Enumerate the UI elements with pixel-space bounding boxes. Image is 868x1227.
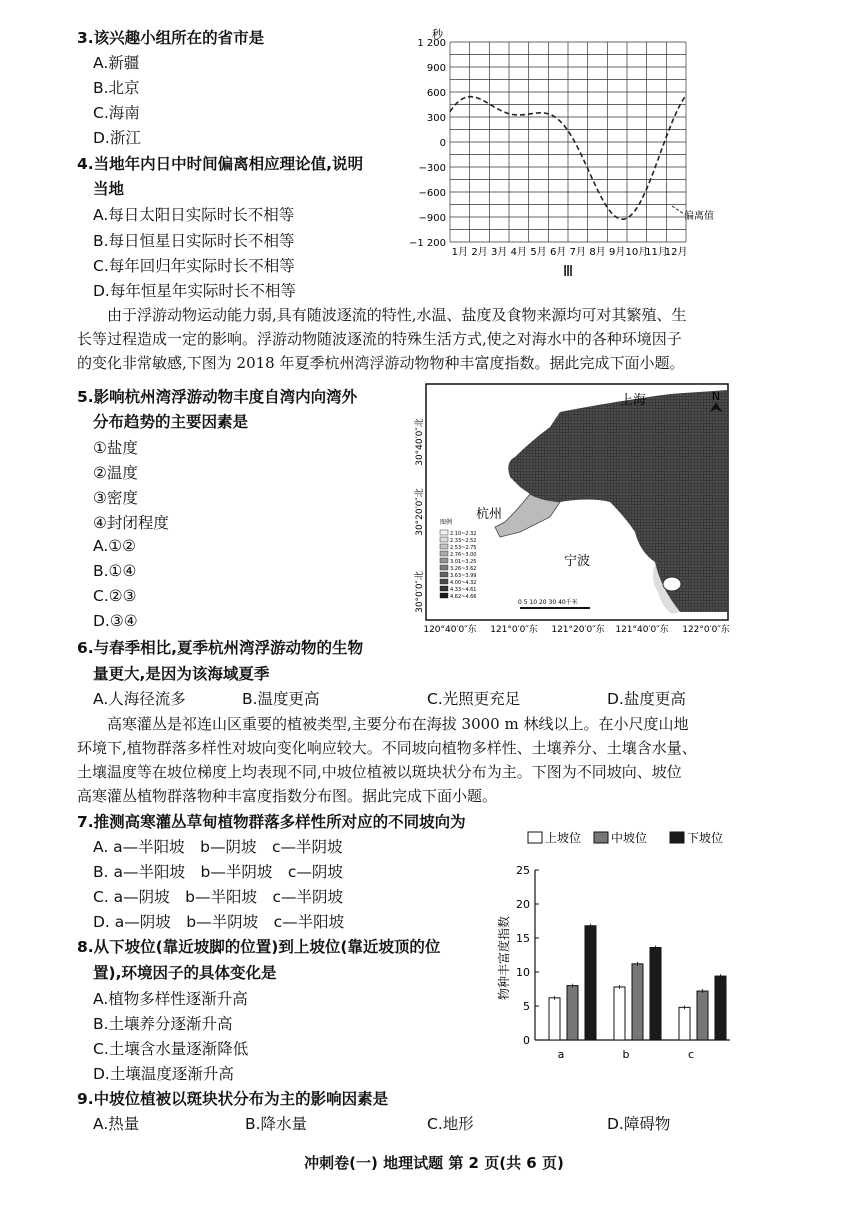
legend-label: 4.33~4.61 <box>450 587 477 593</box>
y-tick-label: 10 <box>516 966 530 979</box>
figure-iii-x-ticks <box>452 246 688 258</box>
y-tick-label: 5 <box>523 1000 530 1013</box>
q9-stem: 9.中坡位植被以斑块状分布为主的影响因素是 <box>77 1090 389 1108</box>
q6-stem-line1: 6.与春季相比,夏季杭州湾浮游动物的生物 <box>77 639 364 657</box>
legend-label: 4.62~4.66 <box>450 594 477 600</box>
bar-chart-x-ticks <box>558 1048 694 1061</box>
q4-option-b[interactable]: B.每日恒星日实际时长不相等 <box>93 232 295 250</box>
figure-iii-legend: 偏离值 <box>684 211 714 222</box>
intro2-line2: 环境下,植物群落多样性对坡向变化响应较大。不同坡向植物多样性、土壤养分、土壤含水量、 <box>77 739 697 757</box>
north-label: N <box>711 390 721 403</box>
intro1-line2: 长等过程造成一定的影响。浮游动物随波逐流的特殊生活方式,使之对海水中的各种环境因子 <box>77 330 682 348</box>
hangzhou-bay-map <box>410 382 740 637</box>
q5-item-4: ④封闭程度 <box>93 514 169 532</box>
q3-option-d[interactable]: D.浙江 <box>93 129 141 147</box>
q5-option-d[interactable]: D.③④ <box>93 612 138 630</box>
scale-label: 0 5 10 20 30 40千米 <box>518 599 578 606</box>
bar-c-series-1 <box>679 1007 690 1040</box>
legend-swatch <box>440 586 448 591</box>
legend-label: 3.01~3.25 <box>450 559 477 565</box>
x-tick-label: a <box>557 1048 565 1061</box>
legend-swatch <box>440 544 448 549</box>
y-tick-label: 15 <box>516 932 530 945</box>
x-tick-label: 4月 <box>510 247 528 258</box>
q5-option-b[interactable]: B.①④ <box>93 562 137 580</box>
bar-c-series-3 <box>715 976 726 1040</box>
q3-option-b[interactable]: B.北京 <box>93 79 140 97</box>
q9-option-d[interactable]: D.障碍物 <box>607 1115 671 1133</box>
q7-option-a[interactable]: A. a—半阳坡 b—阴坡 c—半阴坡 <box>93 838 343 856</box>
legend-swatch <box>440 558 448 563</box>
x-tick-label: c <box>687 1048 695 1061</box>
q4-option-d[interactable]: D.每年恒星年实际时长不相等 <box>93 282 296 300</box>
x-tick-label: 12月 <box>664 247 688 258</box>
y-tick-label: 600 <box>426 88 446 99</box>
bar-chart-legend <box>528 830 723 845</box>
legend-label: 2.33~2.52 <box>450 538 477 544</box>
legend-swatch <box>440 565 448 570</box>
legend-swatch <box>440 537 448 542</box>
page-footer: 冲刺卷(一) 地理试题 第 2 页(共 6 页) <box>304 1154 564 1172</box>
x-tick-label: 2月 <box>471 247 488 258</box>
longitude-label: 121°20′0″东 <box>551 625 605 635</box>
legend-swatch <box>440 551 448 556</box>
q4-option-a[interactable]: A.每日太阳日实际时长不相等 <box>93 206 295 224</box>
q6-stem-line2: 量更大,是因为该海域夏季 <box>93 665 270 683</box>
y-tick-label: −300 <box>418 163 446 174</box>
q8-option-c[interactable]: C.土壤含水量逐渐降低 <box>93 1040 249 1058</box>
label-hangzhou: 杭州 <box>476 507 503 522</box>
x-tick-label: 11月 <box>645 247 668 258</box>
intro-alpine-shrub <box>77 712 777 808</box>
y-tick-label: 300 <box>426 113 446 124</box>
x-tick-label: 1月 <box>451 247 469 258</box>
q9-option-a[interactable]: A.热量 <box>93 1115 140 1133</box>
bar-b-series-3 <box>650 948 661 1040</box>
intro1-line1: 由于浮游动物运动能力弱,具有随波逐流的特性,水温、盐度及食物来源均可对其繁殖、生 <box>107 306 687 324</box>
bar-chart-bars <box>549 924 726 1040</box>
q8-option-a[interactable]: A.植物多样性逐渐升高 <box>93 990 248 1008</box>
q9-option-c[interactable]: C.地形 <box>427 1115 474 1133</box>
y-tick-label: −600 <box>418 188 446 199</box>
y-tick-label: 0 <box>523 1034 530 1047</box>
legend-label: 3.63~3.99 <box>450 573 477 579</box>
q4-option-c[interactable]: C.每年回归年实际时长不相等 <box>93 257 295 275</box>
q3-option-a[interactable]: A.新疆 <box>93 54 140 72</box>
q7-stem: 7.推测高寒灌丛草甸植物群落多样性所对应的不同坡向为 <box>77 813 466 831</box>
longitude-label: 121°0′0″东 <box>490 625 538 635</box>
q5-item-3: ③密度 <box>93 489 138 507</box>
legend-swatch <box>528 832 542 843</box>
legend-swatch <box>440 593 448 598</box>
map-latitude-labels <box>413 418 425 613</box>
legend-swatch <box>440 572 448 577</box>
longitude-label: 122°0′0″东 <box>682 625 730 635</box>
legend-label: 上坡位 <box>545 831 582 845</box>
legend-label: 中坡位 <box>611 831 648 845</box>
bar-c-series-2 <box>697 991 708 1040</box>
x-tick-label: 6月 <box>549 247 567 258</box>
legend-swatch <box>440 530 448 535</box>
figure-iii-label: Ⅲ <box>562 262 574 280</box>
q5-stem-line1: 5.影响杭州湾浮游动物丰度自湾内向湾外 <box>77 388 358 406</box>
y-tick-label: −900 <box>418 213 446 224</box>
q7-option-d[interactable]: D. a—阴坡 b—半阴坡 c—半阳坡 <box>93 913 345 931</box>
q5-option-a[interactable]: A.①② <box>93 537 137 555</box>
intro2-line1: 高寒灌丛是祁连山区重要的植被类型,主要分布在海拔 3000 m 林线以上。在小尺度山地 <box>107 715 689 733</box>
intro2-line4: 高寒灌丛植物群落物种丰富度指数分布图。据此完成下面小题。 <box>77 787 498 805</box>
intro-zooplankton <box>77 303 777 375</box>
figure-iii-unit: 秒 <box>432 28 443 41</box>
x-tick-label: 5月 <box>530 247 547 258</box>
legend-swatch <box>594 832 608 843</box>
legend-label: 下坡位 <box>687 831 724 845</box>
q3-stem: 3.该兴趣小组所在的省市是 <box>77 29 265 47</box>
latitude-label: 30°40′0″北 <box>415 418 425 466</box>
legend-label: 4.00~4.32 <box>450 580 477 586</box>
q8-option-b[interactable]: B.土壤养分逐渐升高 <box>93 1015 233 1033</box>
x-tick-label: 10月 <box>625 247 649 258</box>
q8-stem-line1: 8.从下坡位(靠近坡脚的位置)到上坡位(靠近坡顶的位 <box>77 938 441 956</box>
legend-swatch <box>440 579 448 584</box>
q5-stem-line2: 分布趋势的主要因素是 <box>93 413 249 431</box>
y-tick-label: 900 <box>426 63 446 74</box>
x-tick-label: 3月 <box>490 247 508 258</box>
x-tick-label: b <box>622 1048 630 1061</box>
latitude-label: 30°0′0″北 <box>415 571 425 613</box>
latitude-label: 30°20′0″北 <box>415 488 425 536</box>
y-tick-label: 25 <box>516 864 530 877</box>
q5-item-2: ②温度 <box>93 464 138 482</box>
longitude-label: 121°40′0″东 <box>615 625 669 635</box>
figure-iii-deviation-chart <box>408 26 714 281</box>
intro1-line3: 的变化非常敏感,下图为 2018 年夏季杭州湾浮游动物物种丰富度指数。据此完成下面小题。 <box>77 354 685 372</box>
q4-stem-line2: 当地 <box>93 180 125 198</box>
y-tick-label: 1 200 <box>417 38 446 49</box>
legend-title: 图例 <box>440 519 453 526</box>
legend-leader-line <box>672 206 684 214</box>
map-longitude-labels <box>423 623 729 635</box>
figure-iii-grid <box>450 42 686 242</box>
bar-chart-ylabel: 物种丰富度指数 <box>497 915 511 1001</box>
q8-option-d[interactable]: D.土壤温度逐渐升高 <box>93 1065 234 1083</box>
q7-option-c[interactable]: C. a—阴坡 b—半阳坡 c—半阴坡 <box>93 888 344 906</box>
legend-label: 2.53~2.75 <box>450 545 477 551</box>
longitude-label: 120°40′0″东 <box>423 625 477 635</box>
q9-option-b[interactable]: B.降水量 <box>245 1115 308 1133</box>
y-tick-label: −1 200 <box>408 238 446 249</box>
q4-stem-line1: 4.当地年内日中时间偏离相应理论值,说明 <box>77 155 364 173</box>
legend-label: 3.26~3.62 <box>450 566 477 572</box>
y-tick-label: 20 <box>516 898 530 911</box>
legend-swatch <box>670 832 684 843</box>
label-ningbo: 宁波 <box>564 554 591 569</box>
x-tick-label: 7月 <box>569 247 587 258</box>
q5-option-c[interactable]: C.②③ <box>93 587 137 605</box>
q3-option-c[interactable]: C.海南 <box>93 104 140 122</box>
q5-item-1: ①盐度 <box>93 439 138 457</box>
y-tick-label: 0 <box>439 138 446 149</box>
q6-option-a[interactable]: A.人海径流多 <box>93 690 186 708</box>
bar-b-series-2 <box>632 964 643 1040</box>
legend-label: 2.10~2.32 <box>450 531 477 537</box>
x-tick-label: 8月 <box>589 247 606 258</box>
bar-a-series-3 <box>585 926 596 1040</box>
bar-a-series-1 <box>549 998 560 1040</box>
bar-a-series-2 <box>567 986 578 1040</box>
q6-option-b[interactable]: B.温度更高 <box>242 690 320 708</box>
island <box>663 577 681 591</box>
label-shanghai: 上海 <box>620 393 647 408</box>
bar-b-series-1 <box>614 987 625 1040</box>
intro2-line3: 土壤温度等在坡位梯度上均表现不同,中坡位植被以斑块状分布为主。下图为不同坡向、坡位 <box>77 763 682 781</box>
q6-option-d[interactable]: D.盐度更高 <box>607 690 686 708</box>
q7-option-b[interactable]: B. a—半阳坡 b—半阴坡 c—阴坡 <box>93 863 343 881</box>
species-richness-bar-chart <box>490 828 750 1068</box>
q6-option-c[interactable]: C.光照更充足 <box>427 690 521 708</box>
legend-label: 2.76~3.00 <box>450 552 477 558</box>
figure-iii-y-ticks <box>409 38 446 249</box>
q8-stem-line2: 置),环境因子的具体变化是 <box>93 964 277 982</box>
x-tick-label: 9月 <box>608 247 626 258</box>
